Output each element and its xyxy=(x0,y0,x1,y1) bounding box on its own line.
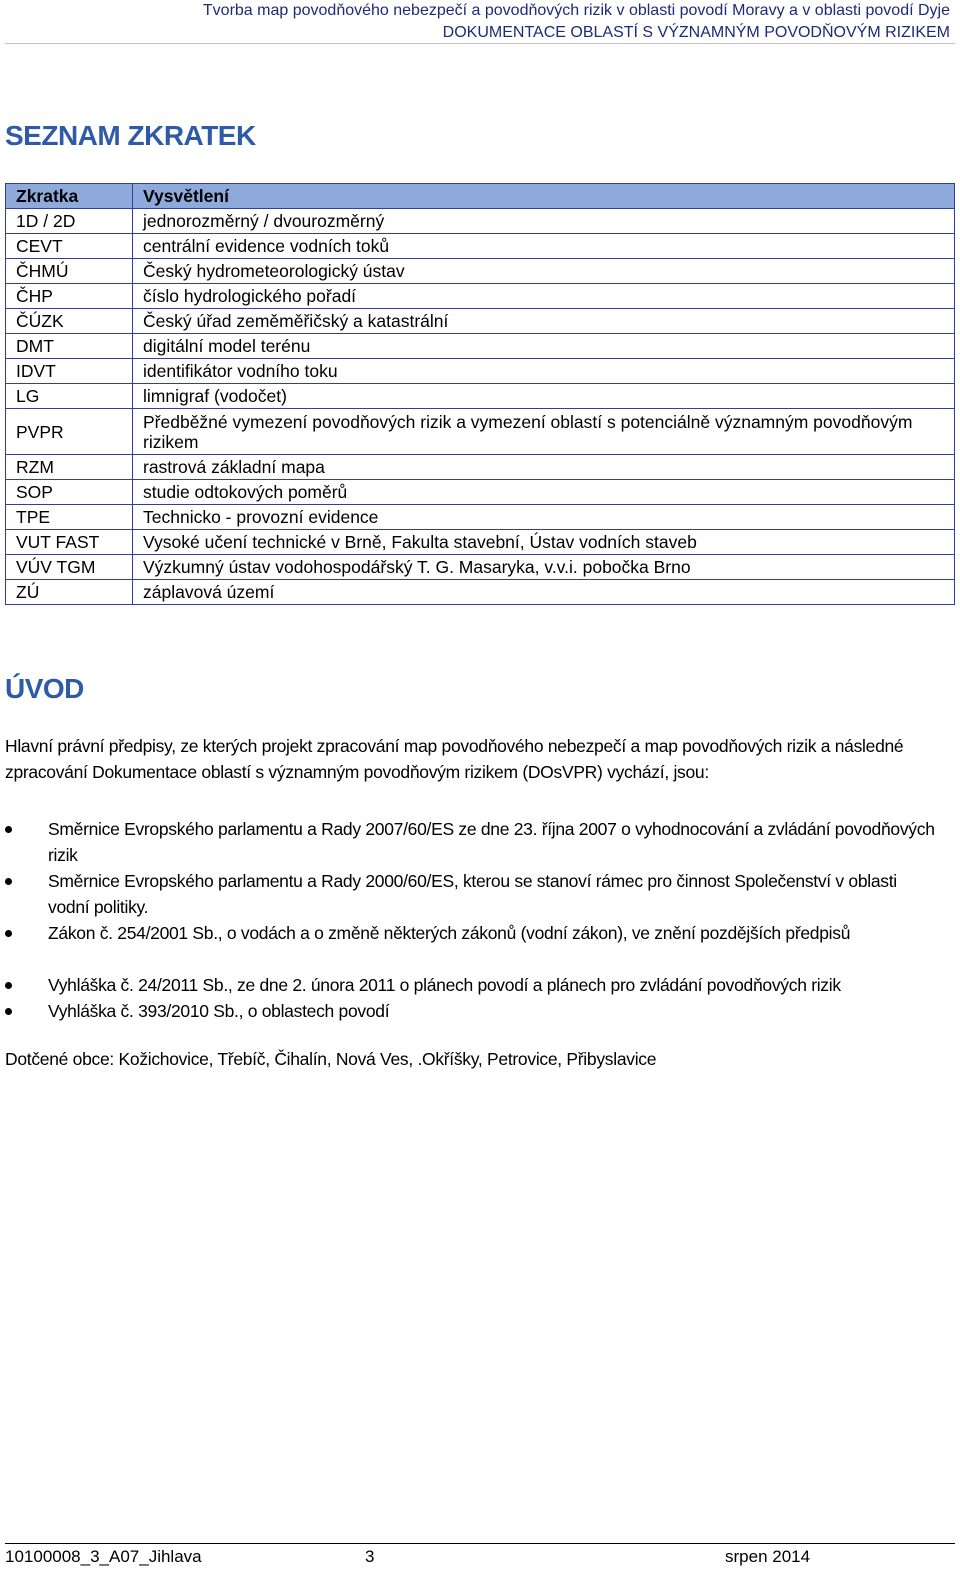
column-header-abbr: Zkratka xyxy=(6,184,133,209)
table-row xyxy=(6,259,955,284)
desc-cell: centrální evidence vodních toků xyxy=(133,234,955,259)
desc-cell: Český hydrometeorologický ústav xyxy=(133,259,955,284)
desc-cell: číslo hydrologického pořadí xyxy=(133,284,955,309)
table-row xyxy=(6,234,955,259)
abbr-cell: ZÚ xyxy=(6,580,133,605)
header-divider xyxy=(5,43,955,44)
footer-page-number: 3 xyxy=(365,1547,375,1566)
header-subtitle: DOKUMENTACE OBLASTÍ S VÝZNAMNÝM POVODŇOVÝM RIZIKEM xyxy=(442,24,950,41)
list-item-text: Vyhláška č. 393/2010 Sb., o oblastech povodí xyxy=(48,1001,390,1021)
abbr-cell: ČÚZK xyxy=(6,309,133,334)
list-item xyxy=(5,972,940,998)
desc-cell: limnigraf (vodočet) xyxy=(133,384,955,409)
abbr-cell: VÚV TGM xyxy=(6,555,133,580)
affected-municipalities: Dotčené obce: Kožichovice, Třebíč, Čihalín, Nová Ves, .Okříšky, Petrovice, Přibyslavice xyxy=(5,1049,657,1069)
abbreviations-heading: SEZNAM ZKRATEK xyxy=(5,120,256,151)
abbr-cell: CEVT xyxy=(6,234,133,259)
table-row xyxy=(6,580,955,605)
table-row xyxy=(6,530,955,555)
desc-cell: Výzkumný ústav vodohospodářský T. G. Masaryka, v.v.i. pobočka Brno xyxy=(133,555,955,580)
desc-cell: jednorozměrný / dvourozměrný xyxy=(133,209,955,234)
table-header-row xyxy=(6,184,955,209)
bullet-icon xyxy=(5,930,12,937)
abbr-cell: TPE xyxy=(6,505,133,530)
table-row xyxy=(6,334,955,359)
abbr-cell: IDVT xyxy=(6,359,133,384)
desc-cell: Předběžné vymezení povodňových rizik a vymezení oblastí s potenciálně významným povodňovým rizikem xyxy=(133,409,955,455)
abbr-cell: PVPR xyxy=(6,409,133,455)
intro-heading: ÚVOD xyxy=(5,673,84,704)
abbr-cell: 1D / 2D xyxy=(6,209,133,234)
table-row xyxy=(6,555,955,580)
table-row xyxy=(6,209,955,234)
bullet-icon xyxy=(5,826,12,833)
table-row xyxy=(6,455,955,480)
table-row xyxy=(6,505,955,530)
page-header xyxy=(203,0,950,44)
abbr-cell: RZM xyxy=(6,455,133,480)
abbr-cell: DMT xyxy=(6,334,133,359)
footer-date: srpen 2014 xyxy=(725,1547,811,1566)
desc-cell: rastrová základní mapa xyxy=(133,455,955,480)
header-title: Tvorba map povodňového nebezpečí a povodňových rizik v oblasti povodí Moravy a v oblasti povodí Dyje xyxy=(202,2,950,19)
list-item-text: Směrnice Evropského parlamentu a Rady 2000/60/ES, kterou se stanoví rámec pro činnost Společenství v oblasti vodní politiky. xyxy=(48,871,897,917)
abbr-cell: ČHMÚ xyxy=(6,259,133,284)
list-item xyxy=(5,868,940,920)
bullet-icon xyxy=(5,982,12,989)
desc-cell: studie odtokových poměrů xyxy=(133,480,955,505)
list-item xyxy=(5,816,940,868)
abbr-cell: LG xyxy=(6,384,133,409)
table-row xyxy=(6,384,955,409)
table-row xyxy=(6,359,955,384)
bullet-icon xyxy=(5,1008,12,1015)
list-item xyxy=(5,920,940,946)
legal-regulations-list xyxy=(5,816,940,1024)
intro-paragraph: Hlavní právní předpisy, ze kterých projekt zpracování map povodňového nebezpečí a map povodňových rizik a následné zpracování Dokumentace oblastí s významným povodňovým rizikem (DOsVPR) vychází, jsou: xyxy=(5,736,904,782)
list-item-text: Zákon č. 254/2001 Sb., o vodách a o změně některých zákonů (vodní zákon), ve znění pozdějších předpisů xyxy=(48,923,851,943)
table-row xyxy=(6,284,955,309)
desc-cell: Český úřad zeměměřičský a katastrální xyxy=(133,309,955,334)
list-item xyxy=(5,998,940,1024)
desc-cell: Technicko - provozní evidence xyxy=(133,505,955,530)
desc-cell: identifikátor vodního toku xyxy=(133,359,955,384)
bullet-icon xyxy=(5,878,12,885)
abbreviations-table xyxy=(5,183,955,605)
column-header-desc: Vysvětlení xyxy=(133,184,955,209)
table-row xyxy=(6,309,955,334)
desc-cell: Vysoké učení technické v Brně, Fakulta stavební, Ústav vodních staveb xyxy=(133,530,955,555)
list-item-text: Vyhláška č. 24/2011 Sb., ze dne 2. února 2011 o plánech povodí a plánech pro zvládání povodňových rizik xyxy=(48,975,841,995)
desc-cell: záplavová území xyxy=(133,580,955,605)
table-row xyxy=(6,480,955,505)
footer-divider xyxy=(5,1543,955,1544)
desc-cell: digitální model terénu xyxy=(133,334,955,359)
footer-doc-id: 10100008_3_A07_Jihlava xyxy=(5,1547,202,1566)
table-row xyxy=(6,409,955,455)
abbr-cell: VUT FAST xyxy=(6,530,133,555)
abbr-cell: ČHP xyxy=(6,284,133,309)
list-item-text: Směrnice Evropského parlamentu a Rady 2007/60/ES ze dne 23. října 2007 o vyhodnocování a zvládání povodňových rizik xyxy=(48,819,935,865)
abbr-cell: SOP xyxy=(6,480,133,505)
